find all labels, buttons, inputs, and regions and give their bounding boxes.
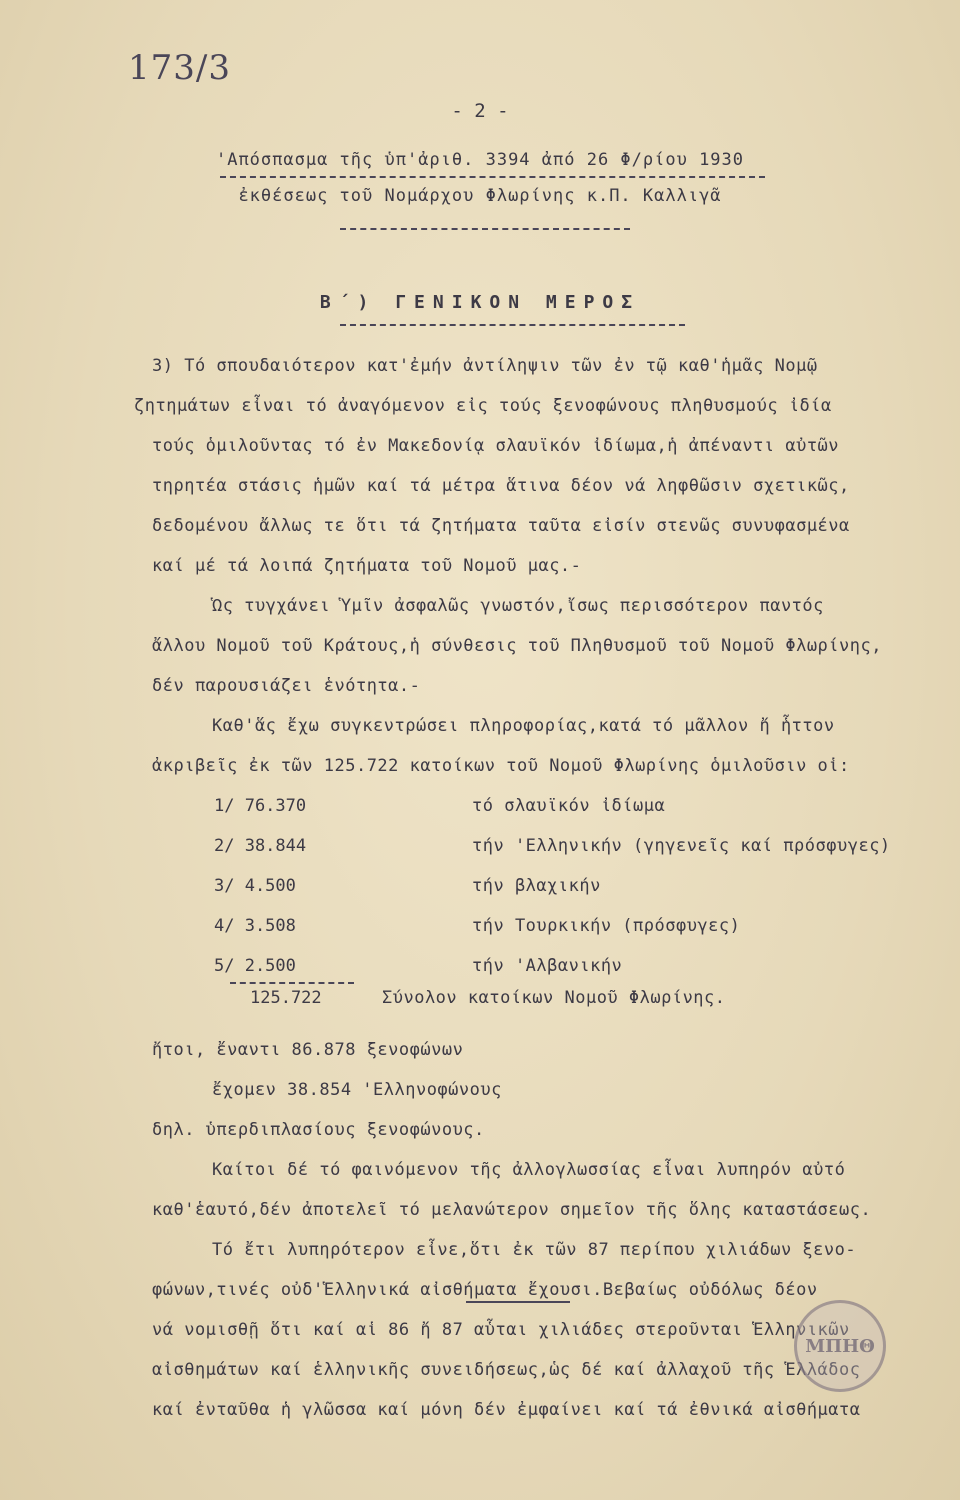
page-number: - 2 - [451, 100, 509, 122]
header-underline-2 [340, 228, 630, 230]
folio-number: 173/3 [128, 48, 231, 88]
table-row-number: 2/ 38.844 [214, 836, 307, 856]
table-row-number: 3/ 4.500 [214, 876, 296, 896]
emphasis-underline [466, 1301, 570, 1303]
header-line-1: 'Απόσπασμα τῆς ὑπ'ἀριθ. 3394 ἀπό 26 Φ/ρίου 1930 [215, 150, 745, 170]
table-row-number: 4/ 3.508 [214, 916, 296, 936]
para1-line: τούς ὁμιλοῦντας τό ἐν Μακεδονίᾳ σλαυϊκόν ἰδίωμα,ἡ ἀπέναντι αὐτῶν [152, 436, 840, 456]
header-underline-1 [220, 176, 765, 178]
total-underline [230, 982, 354, 984]
archive-stamp: ΜΠΗΘ [794, 1300, 886, 1392]
section-title: Β΄) ΓΕΝΙΚΟΝ ΜΕΡΟΣ [319, 292, 641, 313]
para5-line: Τό ἔτι λυπηρότερον εἶνε,ὅτι ἐκ τῶν 87 περίπου χιλιάδων ξενο- [212, 1240, 857, 1260]
para4-line: καθ'ἑαυτό,δέν ἀποτελεῖ τό μελανώτερον σημεῖον τῆς ὅλης καταστάσεως. [152, 1200, 872, 1220]
table-row-language: τήν βλαχικήν [472, 876, 601, 896]
table-row-language: τήν Τουρκικήν (πρόσφυγες) [472, 916, 741, 936]
table-row-language: τό σλαυϊκόν ἰδίωμα [472, 796, 666, 816]
para2-line: ἄλλου Νομοῦ τοῦ Κράτους,ἡ σύνθεσις τοῦ Πληθυσμοῦ τοῦ Νομοῦ Φλωρίνης, [152, 636, 882, 656]
para2-line: δέν παρουσιάζει ἑνότητα.- [152, 676, 421, 696]
para3-line: Καθ'ἅς ἔχω συγκεντρώσει πληροφορίας,κατά τό μᾶλλον ἤ ἧττον [212, 716, 835, 736]
para2-line: Ὡς τυγχάνει Ὑμῖν ἀσφαλῶς γνωστόν,ἴσως περισσότερον παντός [212, 596, 824, 616]
summary-line: δηλ. ὑπερδιπλασίους ξενοφώνους. [152, 1120, 485, 1140]
para1-line: 3) Τό σπουδαιότερον κατ'ἐμήν ἀντίληψιν τῶν ἐν τῷ καθ'ἡμᾶς Νομῷ [152, 356, 818, 376]
para3-line: ἀκριβεῖς ἐκ τῶν 125.722 κατοίκων τοῦ Νομοῦ Φλωρίνης ὁμιλοῦσιν οἱ: [152, 756, 850, 776]
summary-line: ἔχομεν 38.854 'Ελληνοφώνους [212, 1080, 502, 1100]
para1-line: τηρητέα στάσις ἡμῶν καί τά μέτρα ἅτινα δέον νά ληφθῶσιν σχετικῶς, [152, 476, 850, 496]
table-row-number: 5/ 2.500 [214, 956, 296, 976]
table-row-language: τήν 'Ελληνικήν (γηγενεῖς καί πρόσφυγες) [472, 836, 891, 856]
para5-line: καί ἐνταῦθα ἡ γλῶσσα καί μόνη δέν ἐμφαίνει καί τά ἐθνικά αἰσθήματα [152, 1400, 861, 1420]
para1-line: ζητημάτων εἶναι τό ἀναγόμενον εἰς τούς ξενοφώνους πληθυσμούς ἰδία [134, 396, 832, 416]
para1-line: δεδομένου ἄλλως τε ὅτι τά ζητήματα ταῦτα εἰσίν στενῶς συνυφασμένα [152, 516, 850, 536]
table-row-language: τήν 'Αλβανικήν [472, 956, 623, 976]
total-number: 125.722 [250, 988, 322, 1008]
para5-line: αἰσθημάτων καί ἑλληνικῆς συνειδήσεως,ὡς δέ καί ἀλλαχοῦ τῆς Ἑλλάδος [152, 1360, 861, 1380]
para4-line: Καίτοι δέ τό φαινόμενον τῆς ἀλλογλωσσίας εἶναι λυπηρόν αὐτό [212, 1160, 846, 1180]
para5-line: νά νομισθῇ ὅτι καί αἱ 86 ἤ 87 αὗται χιλιάδες στεροῦνται Ἑλληνικῶν [152, 1320, 850, 1340]
para5-line: φώνων,τινές οὐδ'Ἑλληνικά αἰσθήματα ἔχουσι.Βεβαίως οὐδόλως δέον [152, 1280, 818, 1300]
total-label: Σύνολον κατοίκων Νομοῦ Φλωρίνης. [382, 988, 726, 1008]
section-underline [340, 324, 685, 326]
para1-line: καί μέ τά λοιπά ζητήματα τοῦ Νομοῦ μας.- [152, 556, 582, 576]
summary-line: ἤτοι, ἔναντι 86.878 ξενοφώνων [152, 1040, 464, 1060]
table-row-number: 1/ 76.370 [214, 796, 307, 816]
header-line-2: ἐκθέσεως τοῦ Νομάρχου Φλωρίνης κ.Π. Καλλιγᾶ [238, 186, 722, 206]
